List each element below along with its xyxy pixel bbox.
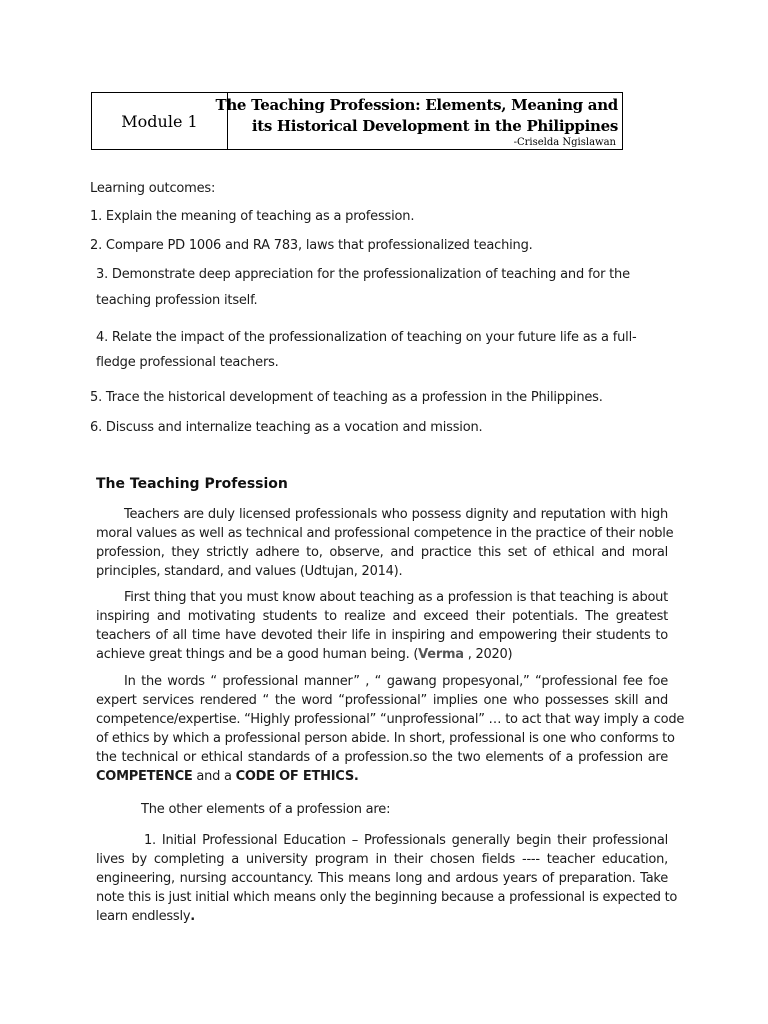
term-connector: and a <box>192 769 236 784</box>
paragraph-3-line: the technical or ethical standards of a profession.so the two elements of a profession are <box>96 750 668 765</box>
paragraph-3-line: of ethics by which a professional person abide. In short, professional is one who conforms to <box>96 731 675 746</box>
paragraph-4-line: engineering, nursing accountancy. This means long and ardous years of preparation. Take <box>96 871 668 886</box>
paragraph-4-line: 1. Initial Professional Education – Professionals generally begin their professional <box>144 833 668 848</box>
term-code-of-ethics: CODE OF ETHICS. <box>235 769 359 784</box>
learning-outcomes-label: Learning outcomes: <box>90 181 216 196</box>
outcome-6: 6. Discuss and internalize teaching as a vocation and mission. <box>90 420 483 435</box>
paragraph-4-text: learn endlessly <box>96 909 191 924</box>
outcome-3-cont: teaching profession itself. <box>96 293 258 308</box>
outcome-4-cont: fledge professional teachers. <box>96 355 279 370</box>
term-competence: COMPETENCE <box>96 769 193 784</box>
paragraph-1 <box>96 505 674 581</box>
module-title-cell <box>215 93 622 149</box>
paragraph-2 <box>96 588 668 664</box>
citation-name: Verma <box>418 647 464 662</box>
paragraph-2-line: First thing that you must know about teaching as a profession is that teaching is about <box>124 590 668 605</box>
paragraph-2-line: teachers of all time have devoted their life in inspiring and empowering their students to <box>96 628 668 643</box>
module-number: Module 1 <box>92 93 228 149</box>
outcome-1: 1. Explain the meaning of teaching as a profession. <box>90 209 415 224</box>
citation-year: , 2020) <box>463 647 513 662</box>
paragraph-1-line: principles, standard, and values (Udtujan, 2014). <box>96 564 403 579</box>
paragraph-2-line: inspiring and motivating students to realize and exceed their potentials. The greatest <box>96 609 668 624</box>
module-title-line-1: The Teaching Profession: Elements, Meaning and <box>215 96 618 114</box>
paragraph-4 <box>96 831 678 926</box>
paragraph-4-line: lives by completing a university program in their chosen fields ---- teacher education, <box>96 852 668 867</box>
outcome-3: 3. Demonstrate deep appreciation for the professionalization of teaching and for the <box>96 267 630 282</box>
paragraph-3-line: In the words “ professional manner” , “ gawang propesyonal,” “professional fee foe <box>124 674 668 689</box>
module-header-table <box>91 92 623 150</box>
outcome-5: 5. Trace the historical development of teaching as a profession in the Philippines. <box>90 390 603 405</box>
paragraph-4-line: note this is just initial which means only the beginning because a professional is expected to <box>96 890 678 905</box>
paragraph-4-line-last <box>96 907 668 926</box>
paragraph-3-line: competence/expertise. “Highly professional” “unprofessional” … to act that way imply a code <box>96 712 685 727</box>
module-title-line-2: its Historical Development in the Philippines <box>251 117 618 135</box>
paragraph-3-line: expert services rendered “ the word “professional” implies one who possesses skill and <box>96 693 668 708</box>
paragraph-4-period: . <box>190 909 195 924</box>
paragraph-3-line-last <box>96 767 668 786</box>
section-heading: The Teaching Profession <box>96 476 288 492</box>
paragraph-2-text: achieve great things and be a good human being. ( <box>96 647 419 662</box>
other-elements-intro: The other elements of a profession are: <box>141 802 391 817</box>
paragraph-1-line: profession, they strictly adhere to, observe, and practice this set of ethical and moral <box>96 545 668 560</box>
paragraph-2-line-last <box>96 645 668 664</box>
author-name: -Criselda Ngislawan <box>513 137 616 148</box>
paragraph-1-line: moral values as well as technical and professional competence in the practice of their noble <box>96 526 674 541</box>
paragraph-1-line: Teachers are duly licensed professionals who possess dignity and reputation with high <box>124 507 668 522</box>
outcome-2: 2. Compare PD 1006 and RA 783, laws that professionalized teaching. <box>90 238 533 253</box>
paragraph-3 <box>96 672 685 786</box>
outcome-4: 4. Relate the impact of the professionalization of teaching on your future life as a full- <box>96 330 637 345</box>
